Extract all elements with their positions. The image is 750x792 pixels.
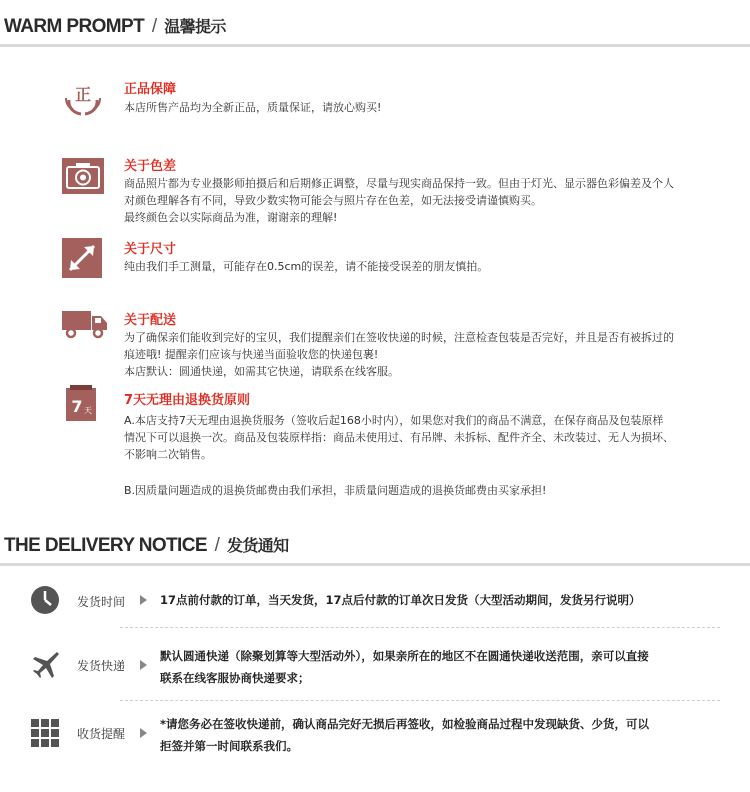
genuine-icon — [62, 78, 104, 120]
truck-icon — [62, 309, 108, 339]
grid-icon — [30, 718, 60, 748]
delivery-label: 发货时间 — [77, 595, 126, 609]
tip-line: B.因质量问题造成的退换货邮费由我们承担，非质量问题造成的退换货邮费由买家承担! — [124, 484, 547, 497]
tip-line: A.本店支持7天无理由退换货服务（签收后起168小时内），如果您对我们的商品不满意，在保存商品及包装原样 — [124, 414, 664, 427]
seven-day-icon — [66, 385, 96, 421]
genuine-icon-text: 正 — [74, 85, 92, 104]
tip-heading: 关于色差 — [124, 159, 177, 174]
chevron-right-icon — [140, 660, 147, 670]
tip-line: 本店默认：圆通快递，如需其它快递，请联系在线客服。 — [124, 365, 399, 378]
delivery-text: 联系在线客服协商快递要求； — [160, 671, 310, 685]
tip-line: 最终颜色会以实际商品为准，谢谢亲的理解! — [124, 211, 338, 224]
header-rule — [0, 563, 750, 566]
delivery-title-cn: 发货通知 — [226, 538, 289, 555]
tip-heading: 关于配送 — [124, 313, 177, 328]
delivery-text: *请您务必在签收快递前，确认商品完好无损后再签收，如检验商品过程中发现缺货、少货，可以 — [160, 717, 650, 731]
seven-day-icon-number: 7 — [71, 397, 83, 416]
warm-title-cn: 温馨提示 — [164, 19, 226, 36]
camera-icon — [62, 158, 104, 200]
tip-line: 本店所售产品均为全新正品，质量保证，请放心购买! — [124, 101, 382, 114]
delivery-text: 17点前付款的订单，当天发货，17点后付款的订单次日发货（大型活动期间，发货另行说明） — [160, 593, 641, 607]
row-divider — [120, 627, 720, 628]
tip-line: 纯由我们手工测量，可能存在0.5cm的误差，请不能接受误差的朋友慎拍。 — [124, 260, 489, 273]
delivery-label: 收货提醒 — [77, 727, 126, 741]
delivery-label: 发货快递 — [77, 659, 126, 673]
tip-line: 不影响二次销售。 — [124, 448, 212, 461]
warm-prompt-title — [4, 14, 226, 38]
delivery-title-en: THE DELIVERY NOTICE — [4, 535, 207, 556]
chevron-right-icon — [140, 595, 147, 605]
resize-icon — [62, 238, 102, 278]
delivery-text: 拒签并第一时间联系我们。 — [160, 739, 298, 753]
airplane-icon — [30, 649, 60, 679]
warm-title-en: WARM PROMPT — [4, 16, 145, 37]
clock-icon — [30, 585, 60, 615]
chevron-right-icon — [140, 728, 147, 738]
header-rule — [0, 44, 750, 47]
tip-heading: 7天无理由退换货原则 — [124, 393, 251, 408]
row-divider — [120, 700, 720, 701]
delivery-notice-header — [0, 523, 750, 567]
tip-line: 为了确保亲们能收到完好的宝贝，我们提醒亲们在签收快递的时候，注意检查包装是否完好，并且是否有被拆过的 — [124, 331, 674, 344]
tip-heading: 关于尺寸 — [124, 242, 177, 257]
tip-line: 情况下可以退换一次。商品及包装原样指：商品未使用过、有吊牌、未拆标、配件齐全、未改装过、无人为损坏、 — [124, 431, 674, 444]
seven-day-icon-unit: 天 — [84, 406, 92, 415]
tip-line: 商品照片都为专业摄影师拍摄后和后期修正调整，尽量与现实商品保持一致。但由于灯光、显示器色彩偏差及个人 — [124, 177, 674, 190]
tip-heading: 正品保障 — [124, 82, 177, 97]
title-separator: / — [151, 16, 157, 37]
delivery-notice-title — [4, 533, 289, 557]
tip-line: 痕迹哦! 提醒亲们应该与快递当面验收您的快递包裹! — [124, 348, 379, 361]
tip-line: 对颜色理解各有不同，导致少数实物可能会与照片存在色差，如无法接受请谨慎购买。 — [124, 194, 542, 207]
title-separator: / — [214, 535, 220, 556]
warm-prompt-header — [0, 4, 750, 48]
delivery-text: 默认圆通快递（除聚划算等大型活动外），如果亲所在的地区不在圆通快递收送范围，亲可以直接 — [160, 649, 649, 663]
